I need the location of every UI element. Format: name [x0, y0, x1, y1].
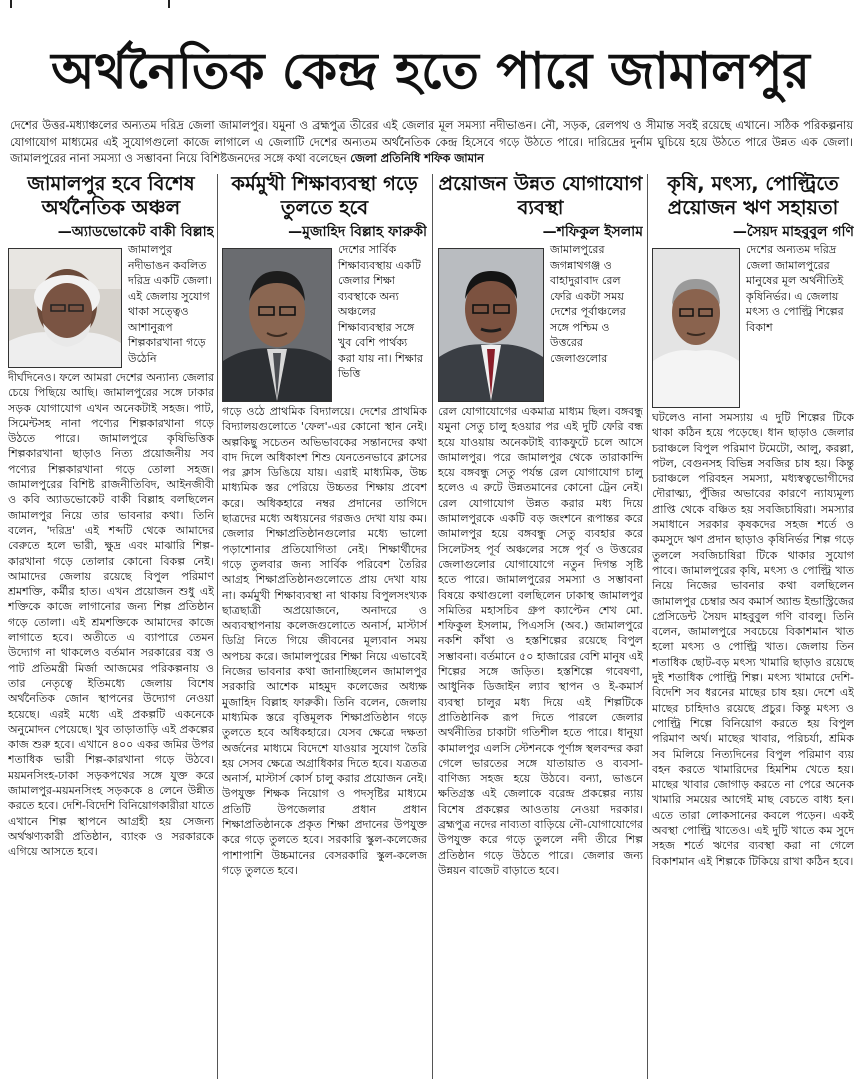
- column-heading: প্রয়োজন উন্নত যোগাযোগ ব্যবস্থা: [438, 172, 643, 219]
- column-1: [8, 172, 214, 1080]
- column-body: ঘটলেও নানা সমস্যায় এ দুটি শিল্পের টিকে থাকা কঠিন হয়ে পড়েছে। ধান ছাড়াও জেলার চরাঞ্চলে বিপুল পরিমাণ টমেটো, আলু, করল্লা, পটল, বেগুনসহ বিভিন্ন সবজির চাষ হয়। কিন্তু চরাঞ্চলে পরিবহন সমস্যা, মধ্যস্বত্বভোগীদের দৌরাত্ম্য, পুঁজির অভাবের কারণে ন্যায্যমূল্য প্রাপ্তি থেকে বঞ্চিত হয় সবজিচাষিরা। সমস্যার সমাধানে সরকার কৃষকদের সহজ শর্তে ও কমসুদে ঋণ প্রদান ছাড়াও কৃষিনির্ভর শিল্প গড়ে তুললে সবজিচাষিরা টিকে থাকার সুযোগ পাবে। জামালপুরের কৃষি, মৎস্য ও পোল্ট্রি খাত নিয়ে নিজের ভাবনার কথা বলছিলেন জামালপুর চেম্বার অব কমার্স অ্যান্ড ইন্ডাস্ট্রিজের প্রেসিডেন্ট সৈয়দ মাহবুবুল গণি বাবলু। তিনি বলেন, জামালপুরে সবচেয়ে বিকাশমান খাত হলো মৎস্য ও পোল্ট্রি খাত। জেলায় তিন শতাধিক ছোট-বড় মৎস্য খামারি ছাড়াও রয়েছে দুই শতাধিক পোল্ট্রি শিল্প। মৎস্য খামারে দেশি-বিদেশি সব ধরনের মাছের চাষ হয়। দেশে এই মাছের চাহিদাও রয়েছে প্রচুর। কিন্তু মৎস্য ও পোল্ট্রি শিল্পে বিনিয়োগ করতে হয় বিপুল পরিমাণ অর্থ। মাছের খাবার, পরিচর্যা, শ্রমিক সব মিলিয়ে নিত্যদিনের বিপুল পরিমাণ ব্যয় বহন করতে খামারিদের হিমশিম খেতে হয়। মাছের খাবার জোগাড় করতে না পেরে অনেক খামারি সময়ের আগেই মাছ বেচতে বাধ্য হন। এতে তারা লোকসানের কবলে পড়েন। একই অবস্থা পোল্ট্রি খাতেও। এই দুটি খাতে কম সুদে সহজ শর্তে ঋণের ব্যবস্থা করা না গেলে বিকাশমান এই শিল্পকে টিকিয়ে রাখা কঠিন হবে।: [652, 411, 854, 868]
- column-4: [652, 172, 854, 1080]
- column-divider: [217, 174, 218, 1079]
- portrait-image: [439, 249, 543, 401]
- column-lead-text: দেশের সার্বিক শিক্ষাব্যবস্থায় একটি জেলার শিক্ষা ব্যবস্থাকে অন্য অঞ্চলের শিক্ষাব্যবস্থার সঙ্গে খুব বেশি পার্থক্য করা যায় না। শিক্ষার ভিত্তি: [338, 243, 423, 380]
- column-byline: —সৈয়দ মাহবুবুল গণি: [732, 224, 854, 240]
- column-byline: —অ্যাডভোকেট বাকী বিল্লাহ: [57, 224, 214, 240]
- column-lead-text: জামালপুরের জগন্নাথগঞ্জ ও বাহাদুরাবাদ রেল ফেরি একটা সময় দেশের পূর্বাঞ্চলের সঙ্গে পশ্চিম ও উত্তরের জেলাগুলোর: [550, 243, 626, 365]
- edge-mark: [10, 0, 12, 8]
- page-top-edge: [0, 0, 861, 8]
- portrait-image: [223, 249, 331, 401]
- headline: অর্থনৈতিক কেন্দ্র হতে পারে জামালপুর: [51, 42, 810, 100]
- column-divider: [647, 174, 648, 1079]
- column-byline: —মুজাহিদ বিল্লাহ ফারুকী: [288, 224, 427, 240]
- column-heading: জামালপুর হবে বিশেষ অর্থনৈতিক অঞ্চল: [27, 172, 195, 219]
- intro-credit: জেলা প্রতিনিধি শফিক জামান: [350, 152, 484, 165]
- intro-paragraph: [10, 118, 853, 168]
- portrait-image: [9, 249, 121, 367]
- column-heading: কৃষি, মৎস্য, পোল্ট্রিতে প্রয়োজন ঋণ সহায়তা: [667, 172, 839, 219]
- edge-mark: [168, 0, 170, 8]
- portrait-photo: [222, 248, 332, 402]
- column-byline: —শফিকুল ইসলাম: [542, 224, 643, 240]
- portrait-photo: [438, 248, 544, 402]
- column-lead-text: জামালপুর নদীভাঙন কবলিত দরিদ্র একটি জেলা। এই জেলায় সুযোগ থাকা সত্ত্বেও আশানুরূপ শিল্পকারখানা গড়ে উঠেনি: [128, 243, 213, 365]
- column-3: [438, 172, 643, 1080]
- portrait-photo: [8, 248, 122, 368]
- portrait-image: [653, 249, 739, 407]
- portrait-photo: [652, 248, 740, 408]
- intro-text: দেশের উত্তর-মধ্যাঞ্চলের অন্যতম দরিদ্র জেলা জামালপুর। যমুনা ও ব্রহ্মপুত্র তীরের এই জেলার মূল সমস্যা নদীভাঙন। নৌ, সড়ক, রেলপথ ও সীমান্ত সবই রয়েছে এখানে। সঠিক পরিকল্পনায় যোগাযোগ মাধ্যমের এই সুযোগগুলো কাজে লাগালে এ জেলাটি দেশের অন্যতম অর্থনৈতিক কেন্দ্র হিসেবে গড়ে উঠতে পারে। দারিদ্রের দুর্নাম ঘুচিয়ে হয়ে উঠতে পারে উন্নত এক জেলা। জামালপুরের নানা সমস্যা ও সম্ভাবনা নিয়ে বিশিষ্টজনদের সঙ্গে কথা বলেছেন: [10, 119, 853, 165]
- column-body: দীর্ঘদিনেও। ফলে আমরা দেশের অন্যান্য জেলার চেয়ে পিছিয়ে আছি। জামালপুরের সঙ্গে ঢাকার সড়ক যোগাযোগ এখন অনেকটাই সহজ। পাট, সিমেন্টসহ নানা পণ্যের শিল্পকারখানা গড়ে উঠতে পারে। জামালপুরে কৃষিভিত্তিক শিল্পকারখানা ছাড়াও নিত্য প্রয়োজনীয় সব পণ্যের শিল্পকারখানা গড়ে তোলা সহজ। জামালপুরের বিশিষ্ট রাজনীতিবিদ, আইনজীবী ও কবি অ্যাডভোকেট বাকী বিল্লাহ বলছিলেন জামালপুর নিয়ে তার ভাবনার কথা। তিনি বলেন, 'দরিদ্র' এই শব্দটি থেকে আমাদের বেরুতে হলে ভারী, ক্ষুদ্র এবং মাঝারি শিল্প-কারখানা গড়ে তোলার কোনো বিকল্প নেই। আমাদের জেলায় রয়েছে বিপুল পরিমাণ শ্রমশক্তি, কর্মীর হাত। এখন প্রয়োজন শুধু এই শক্তিকে কাজে লাগানোর জন্য শিল্প প্রতিষ্ঠান গড়ে তোলা। এই শ্রমশক্তিকে আমাদের কাজে লাগাতে হবে। অতীতে এ ব্যাপারে তেমন উদ্যোগ না থাকলেও বর্তমান সরকারের বস্ত্র ও পাট প্রতিমন্ত্রী মির্জা আজমের পরিকল্পনায় ও তার নেতৃত্বে ইতিমধ্যে জেলায় বিশেষ অর্থনৈতিক জোন স্থাপনের উদ্যোগ নেওয়া হয়েছে। এরই মধ্যে এই প্রকল্পটি একনেকে অনুমোদন পেয়েছে। খুব তাড়াতাড়ি এই প্রকল্পের কাজ শুরু হবে। এখানে ৪০০ একর জমির উপর শতাধিক ভারী শিল্প-কারখানা গড়ে উঠবে। ময়মনসিংহ-ঢাকা সড়কপথের সঙ্গে যুক্ত করে জামালপুর-ময়মনসিংহ সড়ককে ৪ লেনে উন্নীত করতে হবে। দেশি-বিদেশি বিনিয়োগকারীরা যাতে এখানে শিল্প স্থাপনে আগ্রহী হয় সেজন্য অর্থঋণ্যকারী প্রতিষ্ঠান, ব্যাংক ও সরকারকে এগিয়ে আসতে হবে।: [8, 371, 214, 859]
- column-lead-text: দেশের অন্যতম দরিদ্র জেলা জামালপুরের মানুষের মূল অর্থনীতিই কৃষিনির্ভর। এ জেলায় মৎস্য ও পোল্ট্রি শিল্পের বিকাশ: [746, 243, 844, 334]
- column-divider: [432, 174, 433, 1079]
- column-2: [222, 172, 427, 1080]
- column-body: গড়ে ওঠে প্রাথমিক বিদ্যালয়ে। দেশের প্রাথমিক বিদ্যালয়গুলোতে 'ফেল'-এর কোনো স্থান নেই। অল্পকিছু সচেতন অভিভাবকের সন্তানদের কথা বাদ দিলে অধিকাংশ শিশু যেনতেনভাবে ক্লাসের পর ক্লাস ডিঙিয়ে যায়। এরাই মাধ্যমিক, উচ্চ মাধ্যমিক স্তর পেরিয়ে উচ্চতর শিক্ষায় প্রবেশ করে। অধিকহারে নম্বর প্রদানের তাগিদে ছাত্রদের মধ্যে অধ্যয়নের গরজও দেখা যায় কম। জেলার শিক্ষাপ্রতিষ্ঠানগুলোর মধ্যে ভালো পড়াশোনার প্রতিযোগিতা নেই। শিক্ষার্থীদের গড়ে তুলবার জন্য সার্বিক পরিবেশ তৈরির আগ্রহ শিক্ষাপ্রতিষ্ঠানগুলোতে প্রায় দেখা যায় না। কর্মমুখী শিক্ষাব্যবস্থা না থাকায় বিপুলসংখ্যক ছাত্রছাত্রী অপ্রয়োজনে, অনাদরে ও অব্যবস্থাপনায় কলেজগুলোতে অনার্স, মাস্টার্স ডিগ্রি নিতে গিয়ে জীবনের মূল্যবান সময় অপচয় করে। জামালপুরের শিক্ষা নিয়ে এভাবেই নিজের ভাবনার কথা জানাচ্ছিলেন জামালপুর সরকারি আশেক মাহমুদ কলেজের অধ্যক্ষ মুজাহিদ বিল্লাহ ফারুকী। তিনি বলেন, জেলায় মাধ্যমিক স্তরে বৃত্তিমূলক শিক্ষাপ্রতিষ্ঠান গড়ে তুলতে হবে অধিকহারে। যেসব ক্ষেত্রে দক্ষতা অর্জনের মাধ্যমে বিদেশে যাওয়ার সুযোগ তৈরি হয় সেসব ক্ষেত্রে অগ্রাধিকার দিতে হবে। যত্রতত্র অনার্স, মাস্টার্স কোর্স চালু করার প্রয়োজন নেই। উপযুক্ত শিক্ষক নিয়োগ ও পদসৃষ্টির মাধ্যমে প্রতিটি উপজেলার প্রধান প্রধান শিক্ষাপ্রতিষ্ঠানকে প্রকৃত শিক্ষা প্রদানের উপযুক্ত করে গড়ে তুলতে হবে। সরকারি স্কুল-কলেজের পাশাপাশি উচ্চমানের বেসরকারি স্কুল-কলেজ গড়ে তুলতে হবে।: [222, 405, 427, 877]
- column-heading: কর্মমুখী শিক্ষাব্যবস্থা গড়ে তুলতে হবে: [231, 172, 418, 219]
- column-body: রেল যোগাযোগের একমাত্র মাধ্যম ছিল। বঙ্গবন্ধু যমুনা সেতু চালু হওয়ার পর এই দুটি ফেরি বন্ধ হয়ে যাওয়ায় অনেকটাই ব্যাকফুটে চলে আসে জামালপুর। পরে জামালপুর থেকে তারাকান্দি হয়ে বঙ্গবন্ধু সেতু পর্যন্ত রেল যোগাযোগ চালু হলেও এ রুটে উন্নতমানের কোনো ট্রেন নেই। রেল যোগাযোগ উন্নত করার মধ্য দিয়ে জামালপুরকে একটি বড় জংশনে রূপান্তর করে জামালপুর হয়ে বঙ্গবন্ধু সেতু ব্যবহার করে সিলেটসহ পূর্ব অঞ্চলের সঙ্গে পূর্ব ও উত্তরের জেলাগুলোর যোগাযোগে নতুন দিগন্ত সৃষ্টি হতে পারে। জামালপুরের সমস্যা ও সম্ভাবনা বিষয়ে কথাগুলো বলছিলেন ঢাকাস্থ জামালপুর সমিতির মহাসচিব গ্রুপ ক্যাপ্টেন শেখ মো. শফিকুল ইসলাম, পিএসসি (অব.) জামালপুরে নকশি কাঁথা ও হস্তশিল্পের রয়েছে বিপুল সম্ভাবনা। বর্তমানে ৫০ হাজারের বেশি মানুষ এই শিল্পের সঙ্গে জড়িত। হস্তশিল্পে গবেষণা, আধুনিক ডিজাইন ল্যাব স্থাপন ও ই-কমার্স ব্যবস্থা চালুর মধ্য দিয়ে এই শিল্পটিকে প্রাতিষ্ঠানিক রূপ দিতে পারলে জেলার অর্থনীতির চাকাটা গতিশীল হতে পারে। ধানুয়া কামালপুর এলসি স্টেশনকে পূর্ণাঙ্গ স্থলবন্দর করা গেলে ভারতের সঙ্গে যাতায়াত ও ব্যবসা-বাণিজ্য সহজ হয়ে উঠবে। বন্যা, ভাঙনে ক্ষতিগ্রস্ত এই জেলাকে বরেন্দ্র প্রকল্পের ন্যায় বিশেষ প্রকল্পের আওতায় নেওয়া দরকার। ব্রহ্মপুত্র নদের নাব্যতা বাড়িয়ে নৌ-যোগাযোগের উপযুক্ত করে গড়ে তুললে নদী তীরে শিল্প প্রতিষ্ঠান গড়ে উঠতে পারে। জেলার জন্য উন্নয়ন বাজেট বাড়াতে হবে।: [438, 405, 643, 877]
